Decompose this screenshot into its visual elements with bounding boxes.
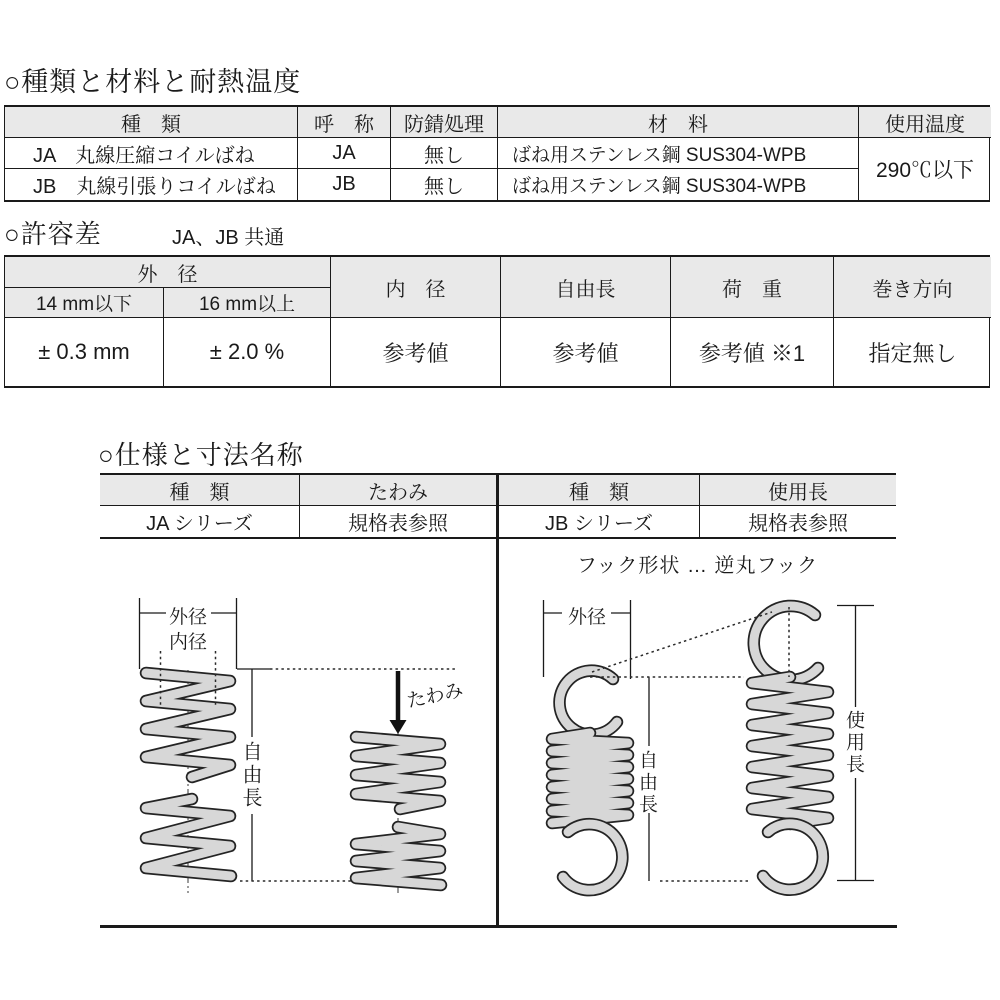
- value-free-length: 参考値: [501, 318, 671, 386]
- compression-spring-free: [146, 673, 231, 876]
- value-winding-direction: 指定無し: [868, 340, 957, 366]
- subheader-od-under14: 14 mm以下: [5, 288, 164, 318]
- col-header-material: 材 料: [498, 107, 859, 138]
- subheader-od-over16: 16 mm以上: [164, 288, 331, 318]
- jb-table-series: JB シリーズ: [499, 506, 700, 537]
- use-length-label: 使用長: [843, 710, 864, 776]
- type-material-table: [4, 105, 990, 202]
- hook-shape-note: フック形状 … 逆丸フック: [576, 555, 819, 577]
- section2-subtitle: JA、JB 共通: [172, 227, 285, 249]
- row-jb-type: JB 丸線引張りコイルばね: [5, 169, 298, 200]
- value-load: 参考値 ※1: [671, 318, 834, 386]
- col-header-rustproof: 防錆処理: [391, 107, 498, 138]
- header-free-length: 自由長: [501, 257, 671, 318]
- col-header-designation: 呼 称: [298, 107, 391, 138]
- diagram-bottom-rule: [100, 925, 897, 928]
- outer-diameter-label-left: 外径: [168, 607, 207, 628]
- row-ja-rustproof: 無し: [391, 138, 498, 169]
- section2-title: ○許容差: [4, 219, 102, 249]
- spring-diagram: [100, 540, 897, 925]
- free-length-label-left: 自由長: [239, 741, 261, 810]
- jb-table-header-uselength: 使用長: [700, 475, 896, 506]
- ja-table-header-deflection: たわみ: [300, 475, 496, 506]
- header-inner-diameter: 内 径: [331, 257, 501, 318]
- row-jb-material: ばね用ステンレス鋼 SUS304-WPB: [498, 169, 859, 200]
- temperature-value: 290℃以下: [875, 159, 975, 182]
- free-length-label-right: 自由長: [636, 750, 657, 816]
- ja-deflection-table: [100, 473, 496, 539]
- row-jb-designation: JB: [298, 169, 391, 200]
- compression-spring-deflected: [356, 737, 441, 885]
- extension-spring-stretched: [752, 606, 828, 890]
- value-od-over16: ± 2.0 %: [164, 318, 331, 386]
- tolerance-table: [4, 255, 990, 388]
- ja-table-header-type: 種 類: [100, 475, 300, 506]
- ja-table-series: JA シリーズ: [100, 506, 300, 537]
- row-jb-rustproof: 無し: [391, 169, 498, 200]
- section3-title: ○仕様と寸法名称: [98, 440, 304, 470]
- outer-diameter-label-right: 外径: [567, 607, 606, 628]
- deflection-arrow-head: [390, 720, 407, 734]
- row-ja-type: JA 丸線圧縮コイルばね: [5, 138, 298, 169]
- value-inner-diameter: 参考値: [331, 318, 501, 386]
- row-ja-designation: JA: [298, 138, 391, 169]
- jb-uselength-table: [499, 473, 896, 539]
- value-od-under14: ± 0.3 mm: [5, 318, 164, 386]
- jb-table-header-type: 種 類: [499, 475, 700, 506]
- extension-spring-free: [552, 671, 628, 890]
- header-load: 荷 重: [671, 257, 834, 318]
- jb-table-ref: 規格表参照: [748, 513, 848, 535]
- col-header-temperature: 使用温度: [859, 107, 991, 138]
- ja-table-ref: 規格表参照: [348, 513, 448, 535]
- inner-diameter-label-left: 内径: [168, 632, 207, 653]
- deflection-label: たわみ: [405, 680, 466, 713]
- header-winding-direction: 巻き方向: [834, 257, 991, 318]
- section1-title: ○種類と材料と耐熱温度: [4, 67, 302, 97]
- header-outer-diameter: 外 径: [5, 257, 331, 288]
- row-ja-material: ばね用ステンレス鋼 SUS304-WPB: [498, 138, 859, 169]
- col-header-type: 種 類: [5, 107, 298, 138]
